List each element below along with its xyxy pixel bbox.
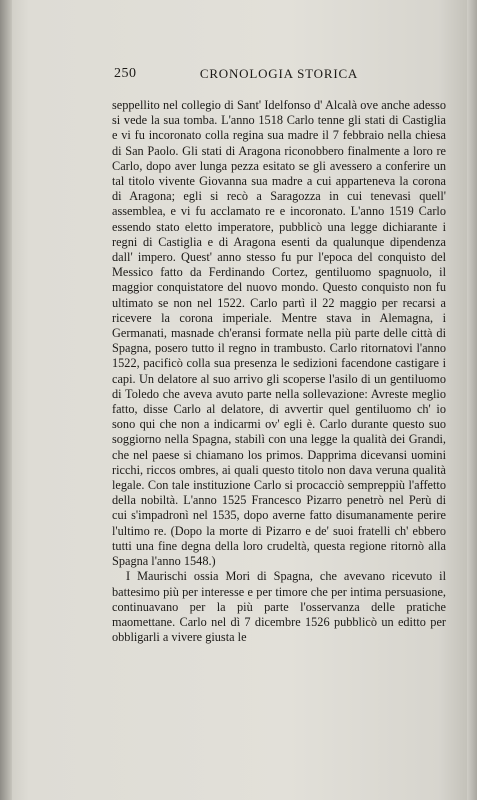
paragraph-2: I Maurischi ossia Mori di Spagna, che avevano ricevuto il battesimo più per interesse e per timore che per intima persuasione, continuavano per la più parte l'osservanza delle pratiche maomettane. Carlo nel dì 7 dicembre 1526 pubblicò un editto per obbligarli a vivere giusta le xyxy=(112,569,446,645)
book-page xyxy=(112,62,446,645)
page-header xyxy=(112,62,446,84)
book-gutter-shadow xyxy=(0,0,12,800)
running-title: CRONOLOGIA STORICA xyxy=(199,66,359,81)
page-edge-shadow xyxy=(467,0,477,800)
page-number: 250 xyxy=(114,66,137,81)
paragraph-1: seppellito nel collegio di Sant' Idelfonso d' Alcalà ove anche adesso si vede la sua tomba. L'anno 1518 Carlo tenne gli stati di Castiglia e vi fu incoronato colla regina sua madre il 7 febbraio nella chiesa di San Paolo. Gli stati di Aragona riconobbero finalmente a loro re Carlo, dopo aver lunga pezza esitato se gli avessero a conferire un tal titolo vivente Giovanna sua madre a cui apparteneva la corona di Aragona; egli si recò a Saragozza in cui tenevasi quell' assemblea, e vi fu acclamato re e incoronato. L'anno 1519 Carlo essendo stato eletto imperatore, pubblicò una legge dichiarante i regni di Castiglia e di Aragona esenti da qualunque dipendenza dall' impero. Quest' anno stesso fu pur l'epoca del conquisto del Messico fatto da Ferdinando Cortez, gentiluomo spagnuolo, il maggior conquistatore del nuovo mondo. Questo conquisto non fu ultimato se non nel 1522. Carlo partì il 22 maggio per recarsi a ricevere la corona imperiale. Mentre stava in Alemagna, i Germanati, masnade ch'eransi formate nella più parte delle città di Spagna, posero tutto il regno in trambusto. Carlo ritornatovi l'anno 1522, pacificò colla sua presenza le sedizioni facendone castigare i capi. Un delatore al suo arrivo gli scoperse l'asilo di un gentiluomo di Toledo che aveva avuto parte nella sollevazione: Avreste meglio fatto, disse Carlo al delatore, di avvertir quel gentiluomo ch' io sono qui che non a indicarmi ov' egli è. Carlo durante questo suo soggiorno nella Spagna, stabilì con una legge la qualità dei Grandi, che nel paese si chiamano los primos. Dapprima dicevansi uomini ricchi, riccos ombres, ai quali questo titolo non dava veruna qualità legale. Con tale instituzione Carlo si procacciò sempreppiù l'affetto della nobiltà. L'anno 1525 Francesco Pizarro penetrò nel Perù di cui s'impadronì nel 1535, dopo averne fatto disumanamente perire l'ultimo re. (Dopo la morte di Pizarro e de' suoi fratelli ch' ebbero tutti una fine degna della loro crudeltà, questa regione ritornò alla Spagna l'anno 1548.) xyxy=(112,98,446,569)
body-text xyxy=(112,98,446,645)
